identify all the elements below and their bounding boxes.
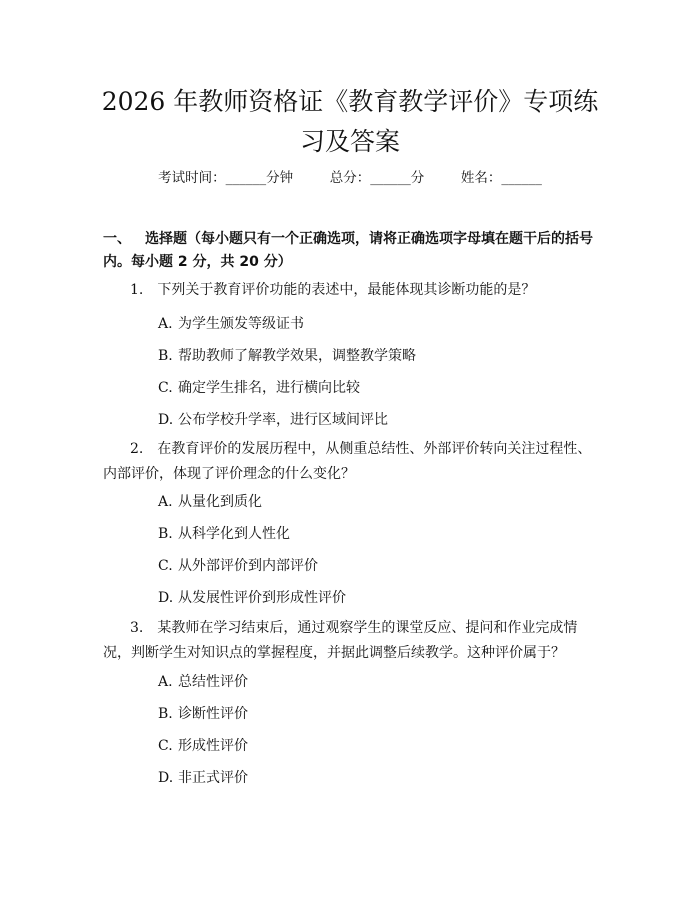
time-blank: ______	[225, 170, 267, 186]
question-3-option-b	[158, 703, 248, 725]
section-text: 选择题（每小题只有一个正确选项，请将正确选项字母填在题干后的括号内。每小题 2 分，共 20 分）	[103, 231, 593, 270]
name-label: 姓名：	[460, 170, 502, 186]
question-2-stem	[103, 437, 603, 487]
exam-info	[0, 168, 700, 188]
option-letter: B.	[158, 348, 173, 364]
option-text: 帮助教师了解教学效果，调整教学策略	[178, 348, 416, 364]
question-2-option-d	[158, 587, 346, 609]
score-blank: ______	[370, 170, 411, 186]
option-text: 非正式评价	[178, 770, 248, 786]
option-letter: A.	[158, 494, 173, 510]
option-letter: A.	[158, 316, 173, 332]
option-text: 确定学生排名，进行横向比较	[178, 380, 360, 396]
option-letter: C.	[158, 738, 173, 754]
question-2-option-c	[158, 555, 318, 577]
question-2-option-a	[158, 491, 262, 513]
section-heading	[103, 228, 603, 274]
question-text: 在教育评价的发展历程中，从侧重总结性、外部评价转向关注过程性、内部评价，体现了评价理念的什么变化？	[103, 441, 592, 482]
score-label: 总分：	[329, 170, 371, 186]
option-text: 形成性评价	[178, 738, 248, 754]
time-unit: 分钟	[266, 170, 294, 186]
question-text: 下列关于教育评价功能的表述中，最能体现其诊断功能的是？	[157, 282, 536, 298]
question-1-stem	[103, 278, 603, 303]
option-text: 公布学校升学率，进行区域间评比	[178, 412, 388, 428]
time-label: 考试时间：	[158, 170, 226, 186]
question-1-option-a	[158, 313, 304, 335]
question-3-stem	[103, 616, 603, 666]
option-text: 从量化到质化	[178, 494, 262, 510]
option-text: 诊断性评价	[178, 706, 248, 722]
option-letter: C.	[158, 380, 173, 396]
question-number: 2.	[130, 441, 144, 457]
option-letter: B.	[158, 526, 173, 542]
question-3-option-d	[158, 767, 248, 789]
question-1-option-b	[158, 345, 416, 367]
document-title: 2026 年教师资格证《教育教学评价》专项练习及答案	[101, 87, 599, 156]
question-number: 3.	[130, 620, 144, 636]
question-3-option-a	[158, 671, 248, 693]
question-number: 1.	[130, 282, 144, 298]
name-blank: ______	[501, 170, 542, 186]
option-text: 为学生颁发等级证书	[178, 316, 304, 332]
question-2-option-b	[158, 523, 290, 545]
option-letter: B.	[158, 706, 173, 722]
question-3-option-c	[158, 735, 248, 757]
question-text: 某教师在学习结束后，通过观察学生的课堂反应、提问和作业完成情况，判断学生对知识点的掌握程度，并据此调整后续教学。这种评价属于？	[103, 620, 578, 661]
option-letter: D.	[158, 770, 174, 786]
question-1-option-c	[158, 377, 360, 399]
section-number: 一、	[103, 231, 131, 247]
question-1-option-d	[158, 409, 388, 431]
option-letter: C.	[158, 558, 173, 574]
option-letter: D.	[158, 590, 174, 606]
option-letter: A.	[158, 674, 173, 690]
score-unit: 分	[410, 170, 425, 186]
option-text: 从发展性评价到形成性评价	[178, 590, 346, 606]
option-text: 从外部评价到内部评价	[178, 558, 318, 574]
option-text: 总结性评价	[178, 674, 248, 690]
option-text: 从科学化到人性化	[178, 526, 290, 542]
option-letter: D.	[158, 412, 174, 428]
